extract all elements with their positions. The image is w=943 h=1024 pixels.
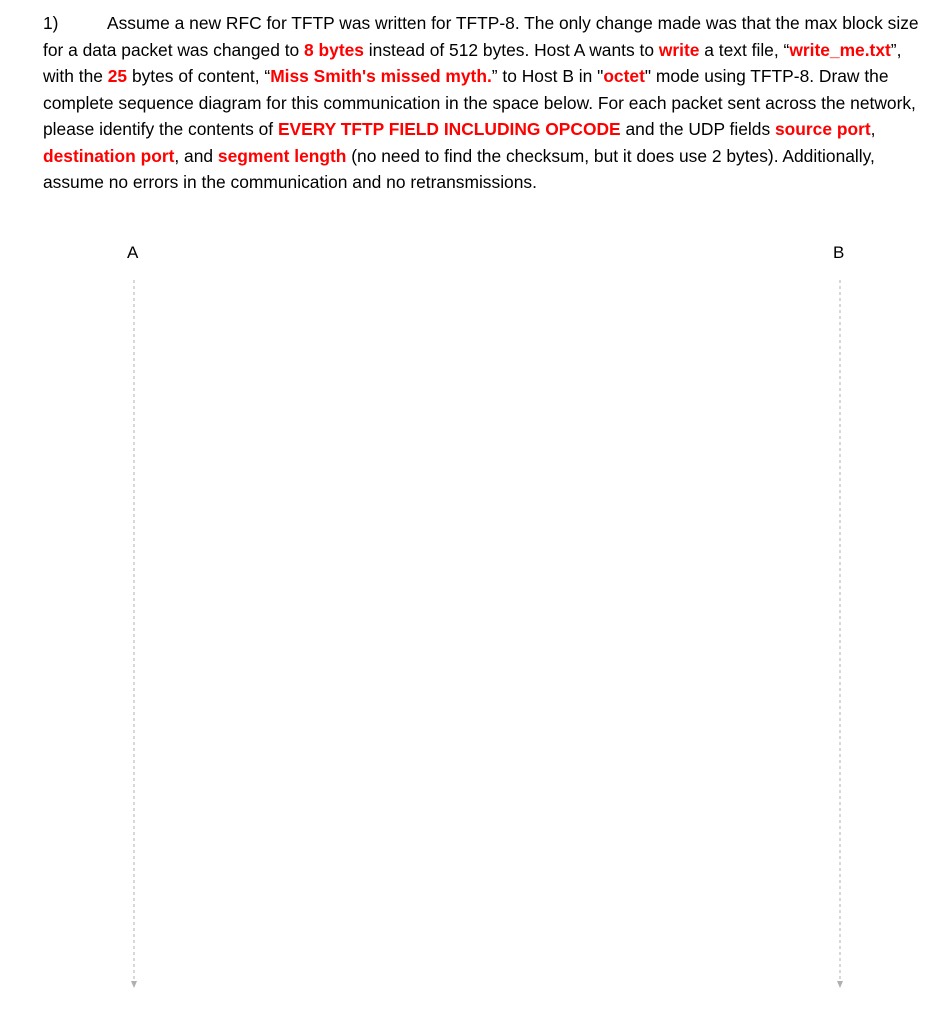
highlighted-text: source port [775, 119, 871, 139]
highlighted-text: 8 bytes [304, 39, 364, 60]
question-text-run: , [870, 119, 876, 139]
highlighted-text: destination port [43, 145, 175, 166]
highlighted-text: Miss Smith's missed myth. [270, 66, 492, 86]
question-text [43, 10, 933, 196]
host-a-timeline [128, 280, 140, 992]
host-a-timeline-arrow [128, 280, 140, 992]
question-text-run: ” to Host B in " [491, 66, 604, 86]
question-text-run: Assume a new RFC for TFTP was written for TFTP-8. The only change made was that the max block size for a data packet was changed to [43, 13, 919, 60]
question-body [43, 13, 919, 192]
question-text-run: , and [174, 145, 218, 166]
highlighted-text: write [658, 39, 700, 60]
question-number: 1) [43, 13, 59, 33]
question-text-run: and the UDP fields [620, 119, 775, 139]
highlighted-text: octet [603, 66, 645, 86]
question-text-run: " mode using TFTP-8. Draw the complete sequence diagram for this communication in the space below. For each packet sent across the network, please identify the contents of [43, 66, 916, 139]
highlighted-text: write_me.txt [789, 39, 891, 60]
question-text-run: bytes of content, “ [127, 66, 271, 86]
question-text-run: (no need to find the checksum, but it does use 2 bytes). Additionally, assume no errors in the communication and no retransmissions. [43, 145, 875, 192]
question-text-run: instead of 512 bytes. Host A wants to [363, 39, 659, 60]
host-b-timeline-arrow [834, 280, 846, 992]
question-text-run: a text file, “ [699, 39, 790, 60]
highlighted-text: EVERY TFTP FIELD INCLUDING OPCODE [277, 119, 621, 139]
highlighted-text: segment length [217, 145, 347, 166]
host-a-label: A [127, 243, 139, 262]
host-b-timeline [834, 280, 846, 992]
host-b-label: B [833, 243, 845, 262]
question-text-run: ”, with the [43, 39, 902, 86]
highlighted-text: 25 [107, 66, 128, 86]
